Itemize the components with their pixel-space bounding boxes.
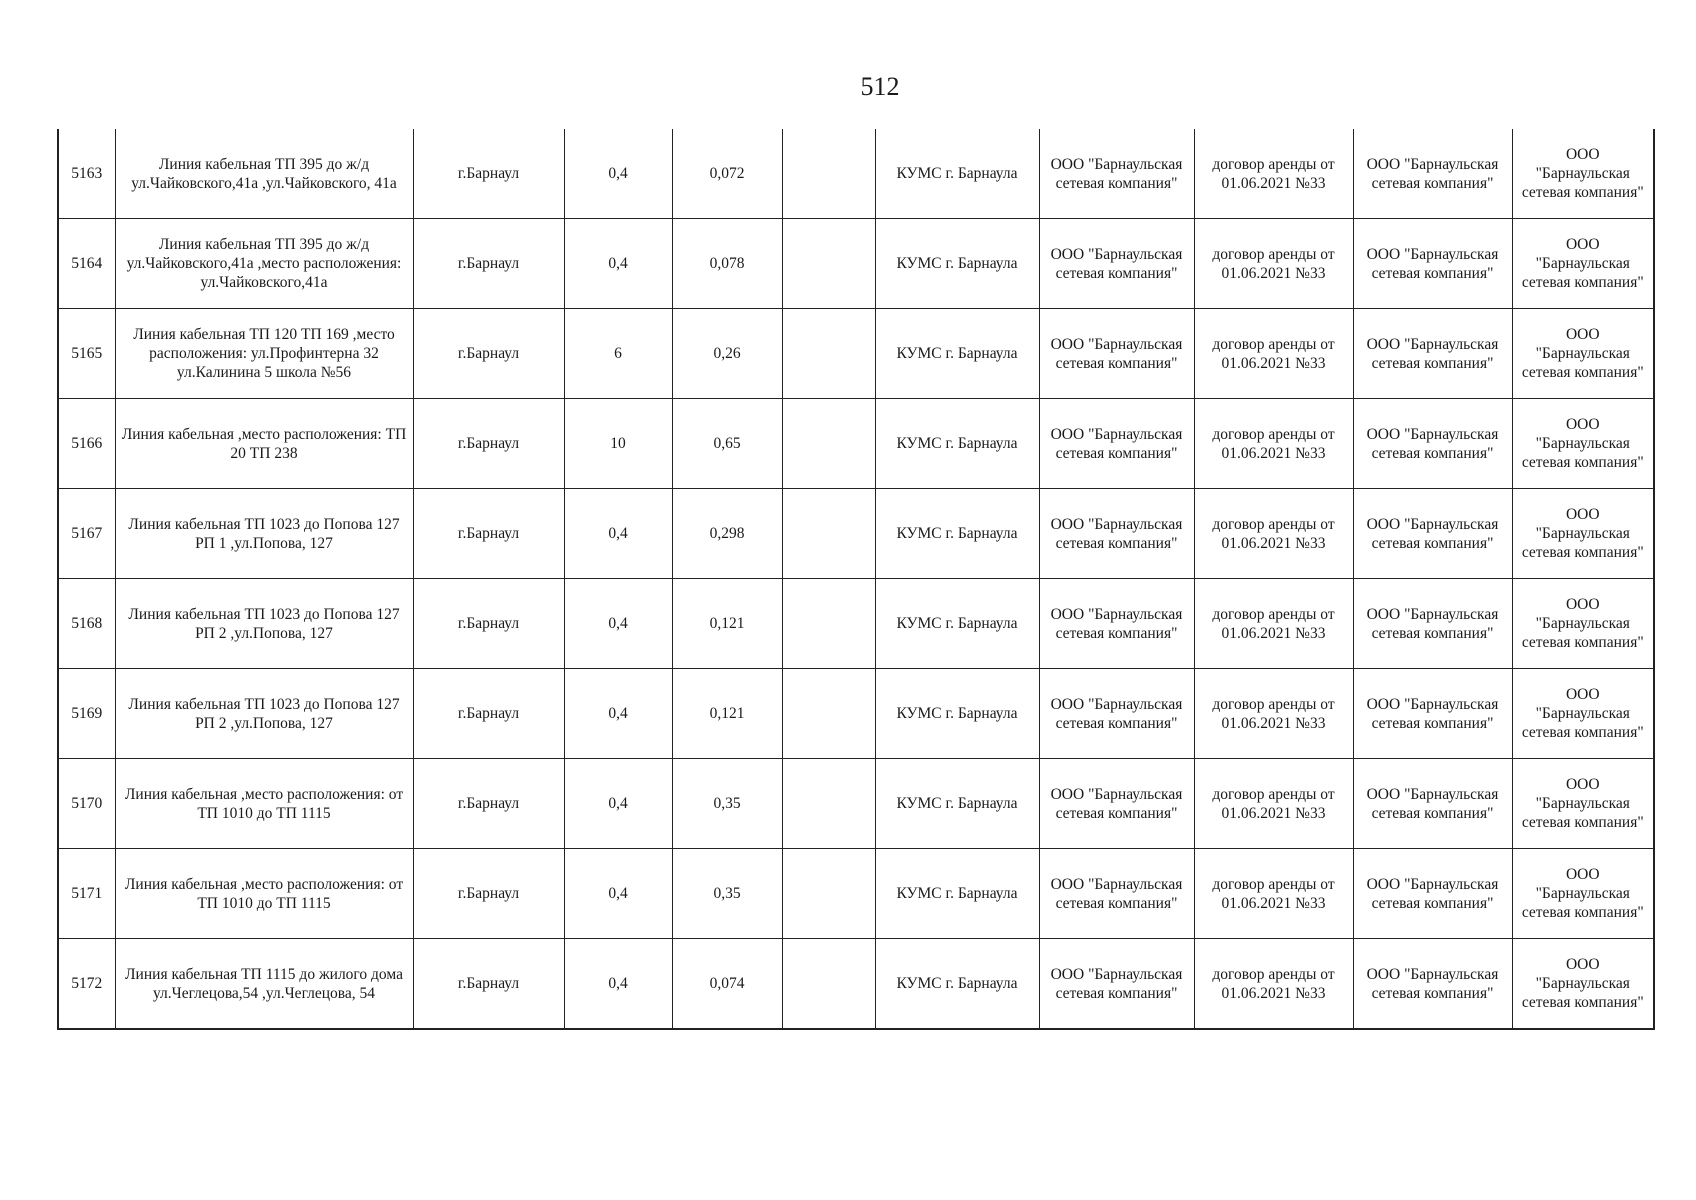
table-row [58, 129, 1654, 219]
city-cell: г.Барнаул [413, 129, 564, 219]
owner-cell: КУМС г. Барнаула [875, 399, 1039, 489]
owner-cell: КУМС г. Барнаула [875, 219, 1039, 309]
voltage-cell: 0,4 [564, 669, 672, 759]
length-cell: 0,35 [672, 759, 782, 849]
empty-cell [782, 669, 875, 759]
user-cell: ООО "Барнаульская сетевая компания" [1353, 579, 1512, 669]
length-cell: 0,072 [672, 129, 782, 219]
empty-cell [782, 129, 875, 219]
length-cell: 0,121 [672, 579, 782, 669]
voltage-cell: 0,4 [564, 759, 672, 849]
row-number-cell: 5172 [58, 939, 115, 1030]
holder-cell: ООО "Барнаульская сетевая компания" [1039, 309, 1194, 399]
object-name-cell: Линия кабельная ТП 1115 до жилого дома ул.Чеглецова,54 ,ул.Чеглецова, 54 [115, 939, 413, 1030]
holder-cell: ООО "Барнаульская сетевая компания" [1039, 849, 1194, 939]
basis-cell: договор аренды от 01.06.2021 №33 [1194, 939, 1353, 1030]
user-cell: ООО "Барнаульская сетевая компания" [1353, 219, 1512, 309]
operator-cell: ООО "Барнаульская сетевая компания" [1512, 939, 1654, 1030]
owner-cell: КУМС г. Барнаула [875, 129, 1039, 219]
operator-cell: ООО "Барнаульская сетевая компания" [1512, 489, 1654, 579]
city-cell: г.Барнаул [413, 489, 564, 579]
user-cell: ООО "Барнаульская сетевая компания" [1353, 849, 1512, 939]
owner-cell: КУМС г. Барнаула [875, 849, 1039, 939]
owner-cell: КУМС г. Барнаула [875, 759, 1039, 849]
registry-body [58, 129, 1654, 1029]
operator-cell: ООО "Барнаульская сетевая компания" [1512, 669, 1654, 759]
voltage-cell: 0,4 [564, 849, 672, 939]
length-cell: 0,074 [672, 939, 782, 1030]
operator-cell: ООО "Барнаульская сетевая компания" [1512, 219, 1654, 309]
voltage-cell: 0,4 [564, 489, 672, 579]
city-cell: г.Барнаул [413, 309, 564, 399]
row-number-cell: 5165 [58, 309, 115, 399]
empty-cell [782, 399, 875, 489]
city-cell: г.Барнаул [413, 939, 564, 1030]
empty-cell [782, 309, 875, 399]
voltage-cell: 0,4 [564, 579, 672, 669]
table-row [58, 759, 1654, 849]
user-cell: ООО "Барнаульская сетевая компания" [1353, 309, 1512, 399]
operator-cell: ООО "Барнаульская сетевая компания" [1512, 759, 1654, 849]
owner-cell: КУМС г. Барнаула [875, 309, 1039, 399]
holder-cell: ООО "Барнаульская сетевая компания" [1039, 759, 1194, 849]
object-name-cell: Линия кабельная ТП 1023 до Попова 127 РП 2 ,ул.Попова, 127 [115, 669, 413, 759]
empty-cell [782, 759, 875, 849]
row-number-cell: 5167 [58, 489, 115, 579]
table-row [58, 489, 1654, 579]
holder-cell: ООО "Барнаульская сетевая компания" [1039, 939, 1194, 1030]
length-cell: 0,26 [672, 309, 782, 399]
basis-cell: договор аренды от 01.06.2021 №33 [1194, 129, 1353, 219]
city-cell: г.Барнаул [413, 579, 564, 669]
voltage-cell: 0,4 [564, 129, 672, 219]
city-cell: г.Барнаул [413, 219, 564, 309]
city-cell: г.Барнаул [413, 849, 564, 939]
owner-cell: КУМС г. Барнаула [875, 489, 1039, 579]
row-number-cell: 5166 [58, 399, 115, 489]
holder-cell: ООО "Барнаульская сетевая компания" [1039, 399, 1194, 489]
basis-cell: договор аренды от 01.06.2021 №33 [1194, 489, 1353, 579]
city-cell: г.Барнаул [413, 669, 564, 759]
table-row [58, 399, 1654, 489]
object-name-cell: Линия кабельная ,место расположения: ТП 20 ТП 238 [115, 399, 413, 489]
object-name-cell: Линия кабельная ТП 395 до ж/д ул.Чайковского,41а ,ул.Чайковского, 41а [115, 129, 413, 219]
empty-cell [782, 219, 875, 309]
object-name-cell: Линия кабельная ТП 395 до ж/д ул.Чайковского,41а ,место расположения: ул.Чайковского,41а [115, 219, 413, 309]
owner-cell: КУМС г. Барнаула [875, 579, 1039, 669]
length-cell: 0,35 [672, 849, 782, 939]
empty-cell [782, 939, 875, 1030]
table-row [58, 669, 1654, 759]
length-cell: 0,298 [672, 489, 782, 579]
empty-cell [782, 849, 875, 939]
basis-cell: договор аренды от 01.06.2021 №33 [1194, 579, 1353, 669]
operator-cell: ООО "Барнаульская сетевая компания" [1512, 129, 1654, 219]
holder-cell: ООО "Барнаульская сетевая компания" [1039, 669, 1194, 759]
user-cell: ООО "Барнаульская сетевая компания" [1353, 489, 1512, 579]
empty-cell [782, 579, 875, 669]
table-row [58, 939, 1654, 1030]
row-number-cell: 5169 [58, 669, 115, 759]
table-row [58, 849, 1654, 939]
registry-table [57, 129, 1655, 1030]
row-number-cell: 5170 [58, 759, 115, 849]
user-cell: ООО "Барнаульская сетевая компания" [1353, 939, 1512, 1030]
object-name-cell: Линия кабельная ТП 120 ТП 169 ,место расположения: ул.Профинтерна 32 ул.Калинина 5 школа №56 [115, 309, 413, 399]
voltage-cell: 6 [564, 309, 672, 399]
row-number-cell: 5171 [58, 849, 115, 939]
row-number-cell: 5163 [58, 129, 115, 219]
table-row [58, 579, 1654, 669]
page-number: 512 [860, 72, 900, 101]
operator-cell: ООО "Барнаульская сетевая компания" [1512, 309, 1654, 399]
object-name-cell: Линия кабельная ТП 1023 до Попова 127 РП 1 ,ул.Попова, 127 [115, 489, 413, 579]
object-name-cell: Линия кабельная ТП 1023 до Попова 127 РП 2 ,ул.Попова, 127 [115, 579, 413, 669]
empty-cell [782, 489, 875, 579]
holder-cell: ООО "Барнаульская сетевая компания" [1039, 579, 1194, 669]
object-name-cell: Линия кабельная ,место расположения: от ТП 1010 до ТП 1115 [115, 759, 413, 849]
basis-cell: договор аренды от 01.06.2021 №33 [1194, 399, 1353, 489]
row-number-cell: 5164 [58, 219, 115, 309]
length-cell: 0,121 [672, 669, 782, 759]
basis-cell: договор аренды от 01.06.2021 №33 [1194, 309, 1353, 399]
holder-cell: ООО "Барнаульская сетевая компания" [1039, 219, 1194, 309]
holder-cell: ООО "Барнаульская сетевая компания" [1039, 129, 1194, 219]
voltage-cell: 0,4 [564, 939, 672, 1030]
basis-cell: договор аренды от 01.06.2021 №33 [1194, 669, 1353, 759]
owner-cell: КУМС г. Барнаула [875, 939, 1039, 1030]
basis-cell: договор аренды от 01.06.2021 №33 [1194, 759, 1353, 849]
basis-cell: договор аренды от 01.06.2021 №33 [1194, 219, 1353, 309]
holder-cell: ООО "Барнаульская сетевая компания" [1039, 489, 1194, 579]
city-cell: г.Барнаул [413, 759, 564, 849]
user-cell: ООО "Барнаульская сетевая компания" [1353, 129, 1512, 219]
object-name-cell: Линия кабельная ,место расположения: от ТП 1010 до ТП 1115 [115, 849, 413, 939]
basis-cell: договор аренды от 01.06.2021 №33 [1194, 849, 1353, 939]
length-cell: 0,65 [672, 399, 782, 489]
operator-cell: ООО "Барнаульская сетевая компания" [1512, 399, 1654, 489]
user-cell: ООО "Барнаульская сетевая компания" [1353, 759, 1512, 849]
row-number-cell: 5168 [58, 579, 115, 669]
length-cell: 0,078 [672, 219, 782, 309]
operator-cell: ООО "Барнаульская сетевая компания" [1512, 849, 1654, 939]
table-row [58, 219, 1654, 309]
voltage-cell: 10 [564, 399, 672, 489]
operator-cell: ООО "Барнаульская сетевая компания" [1512, 579, 1654, 669]
voltage-cell: 0,4 [564, 219, 672, 309]
user-cell: ООО "Барнаульская сетевая компания" [1353, 669, 1512, 759]
owner-cell: КУМС г. Барнаула [875, 669, 1039, 759]
city-cell: г.Барнаул [413, 399, 564, 489]
table-row [58, 309, 1654, 399]
user-cell: ООО "Барнаульская сетевая компания" [1353, 399, 1512, 489]
